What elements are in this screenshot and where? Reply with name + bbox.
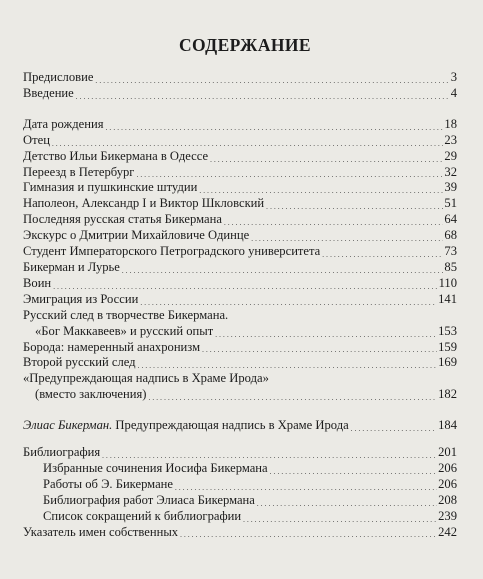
toc-page-number: 182 bbox=[438, 387, 457, 402]
toc-page-number: 239 bbox=[438, 508, 457, 523]
toc-leader-dots bbox=[122, 264, 444, 276]
toc-page-number: 32 bbox=[444, 164, 457, 179]
toc-page-number: 29 bbox=[444, 148, 457, 163]
toc-entry bbox=[23, 86, 457, 102]
toc-entry bbox=[23, 117, 457, 133]
toc-page-number: 159 bbox=[438, 339, 457, 354]
toc-entry-label: Детство Ильи Бикермана в Одессе bbox=[23, 148, 209, 163]
toc-leader-dots bbox=[322, 248, 443, 260]
toc-entry bbox=[23, 133, 457, 149]
toc-leader-dots bbox=[180, 528, 437, 540]
toc-entry bbox=[23, 525, 457, 541]
toc-leader-dots bbox=[138, 359, 438, 371]
toc-entry-label: Список сокращений к библиографии bbox=[43, 508, 242, 523]
toc-entry-label: (вместо заключения) bbox=[35, 387, 147, 402]
toc-page-number: 242 bbox=[438, 524, 457, 539]
toc-leader-dots bbox=[202, 343, 437, 355]
toc-entry-author: Элиас Бикерман. bbox=[23, 418, 113, 433]
toc-list bbox=[23, 70, 457, 540]
toc-entry bbox=[23, 371, 457, 387]
toc-entry-label: Библиография bbox=[23, 445, 101, 460]
toc-leader-dots bbox=[53, 280, 437, 292]
toc-entry bbox=[23, 418, 457, 434]
toc-leader-dots bbox=[76, 90, 450, 102]
toc-entry-label: Избранные сочинения Иосифа Бикермана bbox=[43, 460, 268, 475]
toc-entry bbox=[23, 477, 457, 493]
toc-page-number: 73 bbox=[444, 244, 457, 259]
toc-entry bbox=[23, 355, 457, 371]
toc-page-number: 141 bbox=[438, 291, 457, 306]
toc-entry-label: Отец bbox=[23, 132, 50, 147]
toc-entry-label: «Бог Маккавеев» и русский опыт bbox=[35, 323, 214, 338]
toc-entry-title: Предупреждающая надпись в Храме Ирода bbox=[112, 418, 349, 433]
toc-leader-dots bbox=[95, 74, 449, 86]
toc-page-number: 23 bbox=[444, 132, 457, 147]
toc-entry bbox=[23, 212, 457, 228]
toc-entry-label: «Предупреждающая надпись в Храме Ирода» bbox=[23, 371, 269, 386]
toc-leader-dots bbox=[270, 465, 437, 477]
toc-entry-label: Эмиграция из России bbox=[23, 291, 139, 306]
toc-entry bbox=[23, 276, 457, 292]
toc-entry bbox=[23, 509, 457, 525]
toc-entry-label: Указатель имен собственных bbox=[23, 524, 179, 539]
toc-leader-dots bbox=[102, 449, 437, 461]
toc-entry-label: Русский след в творчестве Бикермана. bbox=[23, 307, 229, 322]
toc-entry bbox=[23, 149, 457, 165]
toc-entry-label: Работы об Э. Бикермане bbox=[43, 476, 173, 491]
toc-entry bbox=[23, 228, 457, 244]
toc-entry bbox=[23, 165, 457, 181]
toc-entry-label: Наполеон, Александр I и Виктор Шкловский bbox=[23, 196, 265, 211]
toc-entry-label bbox=[23, 418, 349, 434]
toc-page-number: 18 bbox=[444, 116, 457, 131]
toc-page-number: 169 bbox=[438, 355, 457, 370]
toc-leader-dots bbox=[251, 232, 443, 244]
toc-entry-label: Второй русский след bbox=[23, 355, 136, 370]
toc-entry-label: Воин bbox=[23, 275, 52, 290]
toc-entry bbox=[23, 493, 457, 509]
toc-entry bbox=[23, 244, 457, 260]
toc-page-number: 4 bbox=[450, 85, 457, 100]
toc-leader-dots bbox=[148, 391, 437, 403]
toc-entry-label: Гимназия и пушкинские штудии bbox=[23, 180, 198, 195]
toc-leader-dots bbox=[140, 296, 437, 308]
toc-leader-dots bbox=[351, 422, 437, 434]
toc-entry bbox=[23, 340, 457, 356]
toc-leader-dots bbox=[215, 328, 437, 340]
toc-page-number: 68 bbox=[444, 228, 457, 243]
toc-section-gap bbox=[23, 403, 457, 418]
toc-entry bbox=[23, 324, 457, 340]
toc-page-number: 153 bbox=[438, 323, 457, 338]
toc-entry bbox=[23, 445, 457, 461]
toc-entry-label: Переезд в Петербург bbox=[23, 164, 135, 179]
toc-entry bbox=[23, 196, 457, 212]
toc-leader-dots bbox=[52, 137, 443, 149]
toc-leader-dots bbox=[224, 216, 443, 228]
toc-entry bbox=[23, 461, 457, 477]
toc-page-number: 85 bbox=[444, 259, 457, 274]
toc-page-number: 208 bbox=[438, 492, 457, 507]
toc-page-number: 206 bbox=[438, 460, 457, 475]
toc-page-number: 110 bbox=[438, 275, 457, 290]
toc-leader-dots bbox=[136, 168, 443, 180]
toc-page-number: 39 bbox=[444, 180, 457, 195]
toc-leader-dots bbox=[243, 513, 437, 525]
toc-entry bbox=[23, 387, 457, 403]
toc-section-gap bbox=[23, 434, 457, 445]
toc-page-number: 206 bbox=[438, 476, 457, 491]
toc-entry bbox=[23, 260, 457, 276]
toc-entry bbox=[23, 70, 457, 86]
toc-entry-label: Дата рождения bbox=[23, 116, 104, 131]
toc-title: СОДЕРЖАНИЕ bbox=[178, 35, 311, 55]
toc-entry-label: Бикерман и Лурье bbox=[23, 259, 120, 274]
toc-section bbox=[23, 418, 457, 434]
toc-entry-label: Последняя русская статья Бикермана bbox=[23, 212, 222, 227]
toc-entry-label: Студент Императорского Петроградского университета bbox=[23, 244, 321, 259]
toc-entry-label: Библиография работ Элиаса Бикермана bbox=[43, 492, 255, 507]
toc-entry-label: Введение bbox=[23, 85, 74, 100]
toc-entry-label: Предисловие bbox=[23, 70, 94, 84]
toc-entry-label: Экскурс о Дмитрии Михайловиче Одинце bbox=[23, 228, 250, 243]
toc-page-number: 201 bbox=[438, 445, 457, 460]
toc-leader-dots bbox=[266, 200, 443, 212]
toc-entry-label: Борода: намеренный анахронизм bbox=[23, 339, 201, 354]
toc-page-number: 64 bbox=[444, 212, 457, 227]
toc-leader-dots bbox=[106, 121, 444, 133]
toc-page-number: 3 bbox=[450, 70, 457, 84]
toc-section bbox=[23, 70, 457, 102]
toc-page-number: 184 bbox=[438, 418, 457, 433]
toc-section-gap bbox=[23, 102, 457, 117]
toc-entry bbox=[23, 308, 457, 324]
toc-entry bbox=[23, 180, 457, 196]
toc-leader-dots bbox=[210, 153, 443, 165]
toc-page-number: 51 bbox=[444, 196, 457, 211]
toc-leader-dots bbox=[257, 497, 437, 509]
toc-section bbox=[23, 117, 457, 403]
toc-section bbox=[23, 445, 457, 540]
toc-leader-dots bbox=[175, 481, 437, 493]
toc-leader-dots bbox=[199, 184, 443, 196]
toc-entry bbox=[23, 292, 457, 308]
